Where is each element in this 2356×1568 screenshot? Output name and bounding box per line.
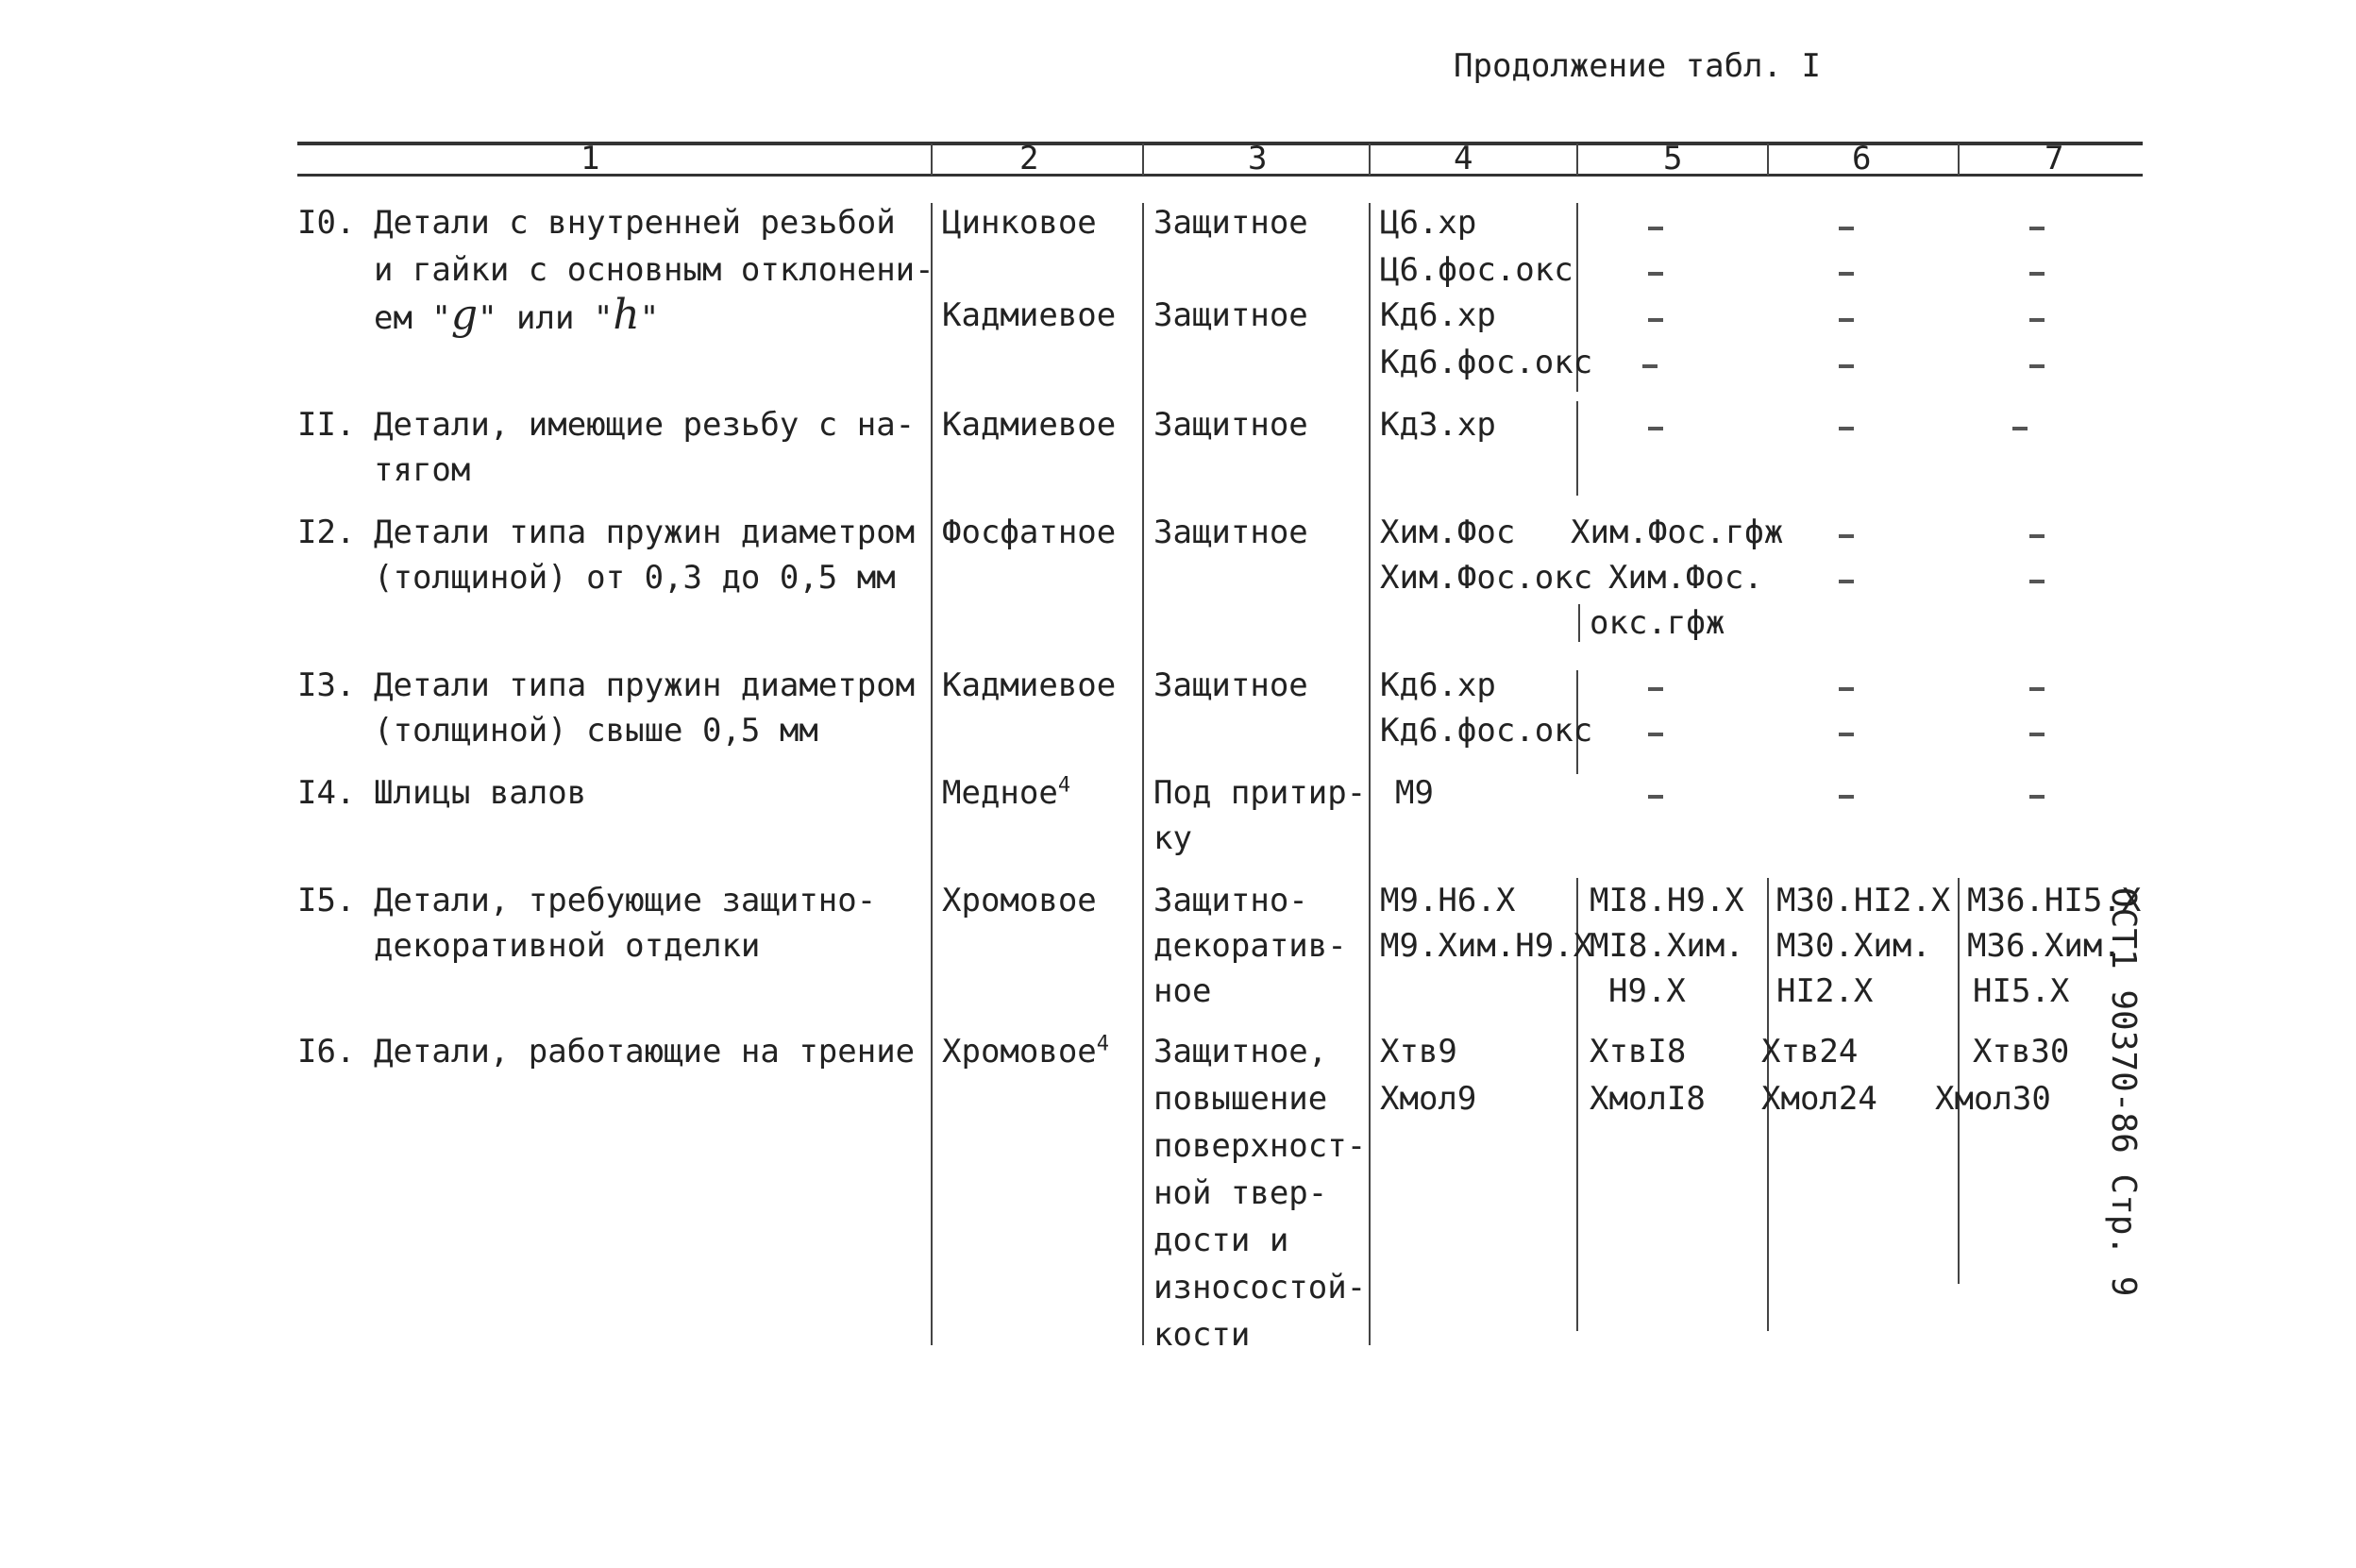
row-number: I3. (297, 666, 356, 704)
designation: М30.НI2.Х (1776, 882, 1951, 919)
empty-dash (1648, 227, 1663, 230)
empty-dash (1839, 733, 1854, 736)
designation: МI8.Н9.Х (1590, 882, 1744, 919)
column-divider (1576, 401, 1578, 496)
coating-purpose: ку (1153, 819, 1192, 857)
row-number: I4. (297, 774, 356, 812)
empty-dash (2012, 427, 2028, 430)
coating-type: Хромовое (942, 882, 1097, 919)
column-divider (1142, 203, 1144, 1345)
designation: Кд6.хр (1380, 666, 1496, 704)
coating-purpose: Защитно- (1153, 882, 1308, 919)
designation: Ц6.хр (1380, 204, 1477, 242)
coating-name: Хромовое (942, 1033, 1097, 1071)
designation: Хтв24 (1761, 1033, 1859, 1071)
empty-dash (1839, 687, 1854, 691)
empty-dash (1839, 318, 1854, 322)
continuation-title: Продолжение табл. I (1454, 47, 1821, 85)
coating-purpose: дости и (1153, 1222, 1289, 1259)
designation: Н9.Х (1608, 972, 1686, 1010)
empty-dash (1648, 733, 1663, 736)
empty-dash (1648, 795, 1663, 799)
coating-purpose: повышение (1153, 1080, 1328, 1118)
empty-dash (1648, 272, 1663, 276)
column-divider (1578, 604, 1580, 642)
coating-purpose: поверхност- (1153, 1127, 1367, 1165)
designation: ХмолI8 (1590, 1080, 1706, 1118)
designation: Хмол24 (1761, 1080, 1877, 1118)
designation: МI8.Хим. (1590, 927, 1744, 965)
desc-fragment: " или " (478, 299, 614, 337)
row-number: I0. (297, 204, 356, 242)
column-header-3: 3 (1248, 140, 1268, 177)
coating-purpose: Защитное (1153, 406, 1308, 444)
designation: Хим.Фос.гфж (1571, 514, 1784, 551)
row-description: и гайки с основным отклонени- (374, 251, 934, 289)
column-header-6: 6 (1852, 140, 1872, 177)
header-divider (931, 143, 933, 176)
designation: М9 (1395, 774, 1434, 812)
empty-dash (1839, 364, 1854, 368)
column-header-2: 2 (1019, 140, 1039, 177)
coating-type: Фосфатное (942, 514, 1117, 551)
empty-dash (2029, 580, 2045, 583)
designation: Кд6.фос.окс (1380, 344, 1593, 381)
row-description (374, 293, 659, 341)
coating-type: Кадмиевое (942, 406, 1117, 444)
coating-type (942, 1029, 1109, 1074)
footnote-mark: 4 (1057, 773, 1071, 798)
row-number: II. (297, 406, 356, 444)
empty-dash (2029, 364, 2045, 368)
empty-dash (2029, 795, 2045, 799)
designation: М30.Хим. (1776, 927, 1931, 965)
designation: М36.Хим. (1967, 927, 2122, 965)
empty-dash (2029, 272, 2045, 276)
designation: Кд6.фос.окс (1380, 712, 1593, 750)
coating-purpose: Защитное (1153, 296, 1308, 334)
empty-dash (2029, 733, 2045, 736)
row-description: Шлицы валов (374, 774, 587, 812)
row-description: Детали с внутренней резьбой (374, 204, 896, 242)
row-description: Детали типа пружин диаметром (374, 666, 916, 704)
designation: Хтв9 (1380, 1033, 1457, 1071)
empty-dash (1648, 427, 1663, 430)
row-description: Детали, требующие защитно- (374, 882, 877, 919)
coating-purpose: ное (1153, 972, 1212, 1010)
row-description: Детали типа пружин диаметром (374, 514, 916, 551)
coating-purpose: Защитное, (1153, 1033, 1328, 1071)
column-divider (1369, 203, 1371, 1345)
row-description: декоративной отделки (374, 927, 761, 965)
empty-dash (1839, 427, 1854, 430)
column-header-1: 1 (581, 140, 600, 177)
empty-dash (1642, 364, 1658, 368)
designation: ХтвI8 (1590, 1033, 1687, 1071)
row-number: I5. (297, 882, 356, 919)
empty-dash (1648, 687, 1663, 691)
coating-purpose: декоратив- (1153, 927, 1347, 965)
designation: окс.гфж (1590, 604, 1725, 642)
column-divider (931, 203, 933, 1345)
coating-purpose: Защитное (1153, 204, 1308, 242)
coating-type: Кадмиевое (942, 666, 1117, 704)
coating-purpose: Под притир- (1153, 774, 1367, 812)
designation: Ц6.фос.окс (1380, 251, 1573, 289)
designation: Хмол9 (1380, 1080, 1477, 1118)
column-header-4: 4 (1454, 140, 1473, 177)
tolerance-letter-h: h (613, 291, 640, 339)
designation: Кд3.хр (1380, 406, 1496, 444)
desc-fragment: ем " (374, 299, 451, 337)
row-number: I2. (297, 514, 356, 551)
column-header-5: 5 (1663, 140, 1683, 177)
coating-type (942, 770, 1070, 816)
empty-dash (2029, 534, 2045, 538)
coating-purpose: Защитное (1153, 666, 1308, 704)
row-description: тягом (374, 451, 471, 489)
header-divider (1369, 143, 1371, 176)
row-description: (толщиной) от 0,3 до 0,5 мм (374, 559, 896, 597)
designation: НI2.Х (1776, 972, 1874, 1010)
coating-purpose: ной твер- (1153, 1174, 1328, 1212)
tolerance-letter-g: g (450, 291, 479, 339)
designation: М36.НI5.Х (1967, 882, 2142, 919)
empty-dash (1648, 318, 1663, 322)
row-description: Детали, работающие на трение (374, 1033, 916, 1071)
empty-dash (1839, 227, 1854, 230)
coating-purpose: Защитное (1153, 514, 1308, 551)
designation: М9.Хим.Н9.Х (1380, 927, 1593, 965)
designation: Кд6.хр (1380, 296, 1496, 334)
empty-dash (1839, 795, 1854, 799)
coating-type: Цинковое (942, 204, 1097, 242)
designation: М9.Н6.Х (1380, 882, 1516, 919)
footnote-mark: 4 (1096, 1032, 1110, 1056)
coating-name: Медное (942, 774, 1058, 812)
empty-dash (2029, 318, 2045, 322)
desc-fragment: " (639, 299, 660, 337)
empty-dash (1839, 580, 1854, 583)
header-divider (1958, 143, 1960, 176)
designation: Хим.Фос. (1608, 559, 1763, 597)
coating-type: Кадмиевое (942, 296, 1117, 334)
coating-purpose: кости (1153, 1316, 1251, 1354)
designation: Хмол30 (1935, 1080, 2051, 1118)
document-side-label: ОСТ1 90370-86 Стр. 9 (2104, 887, 2143, 1297)
designation: Хим.Фос (1380, 514, 1516, 551)
empty-dash (2029, 687, 2045, 691)
empty-dash (2029, 227, 2045, 230)
coating-purpose: износостой- (1153, 1269, 1367, 1307)
row-description: Детали, имеющие резьбу с на- (374, 406, 916, 444)
row-number: I6. (297, 1033, 356, 1071)
column-header-7: 7 (2045, 140, 2064, 177)
designation: НI5.Х (1973, 972, 2070, 1010)
empty-dash (1839, 534, 1854, 538)
row-description: (толщиной) свыше 0,5 мм (374, 712, 818, 750)
empty-dash (1839, 272, 1854, 276)
header-divider (1576, 143, 1578, 176)
designation: Хтв30 (1973, 1033, 2070, 1071)
designation: Хим.Фос.окс (1380, 559, 1593, 597)
header-divider (1142, 143, 1144, 176)
header-divider (1767, 143, 1769, 176)
